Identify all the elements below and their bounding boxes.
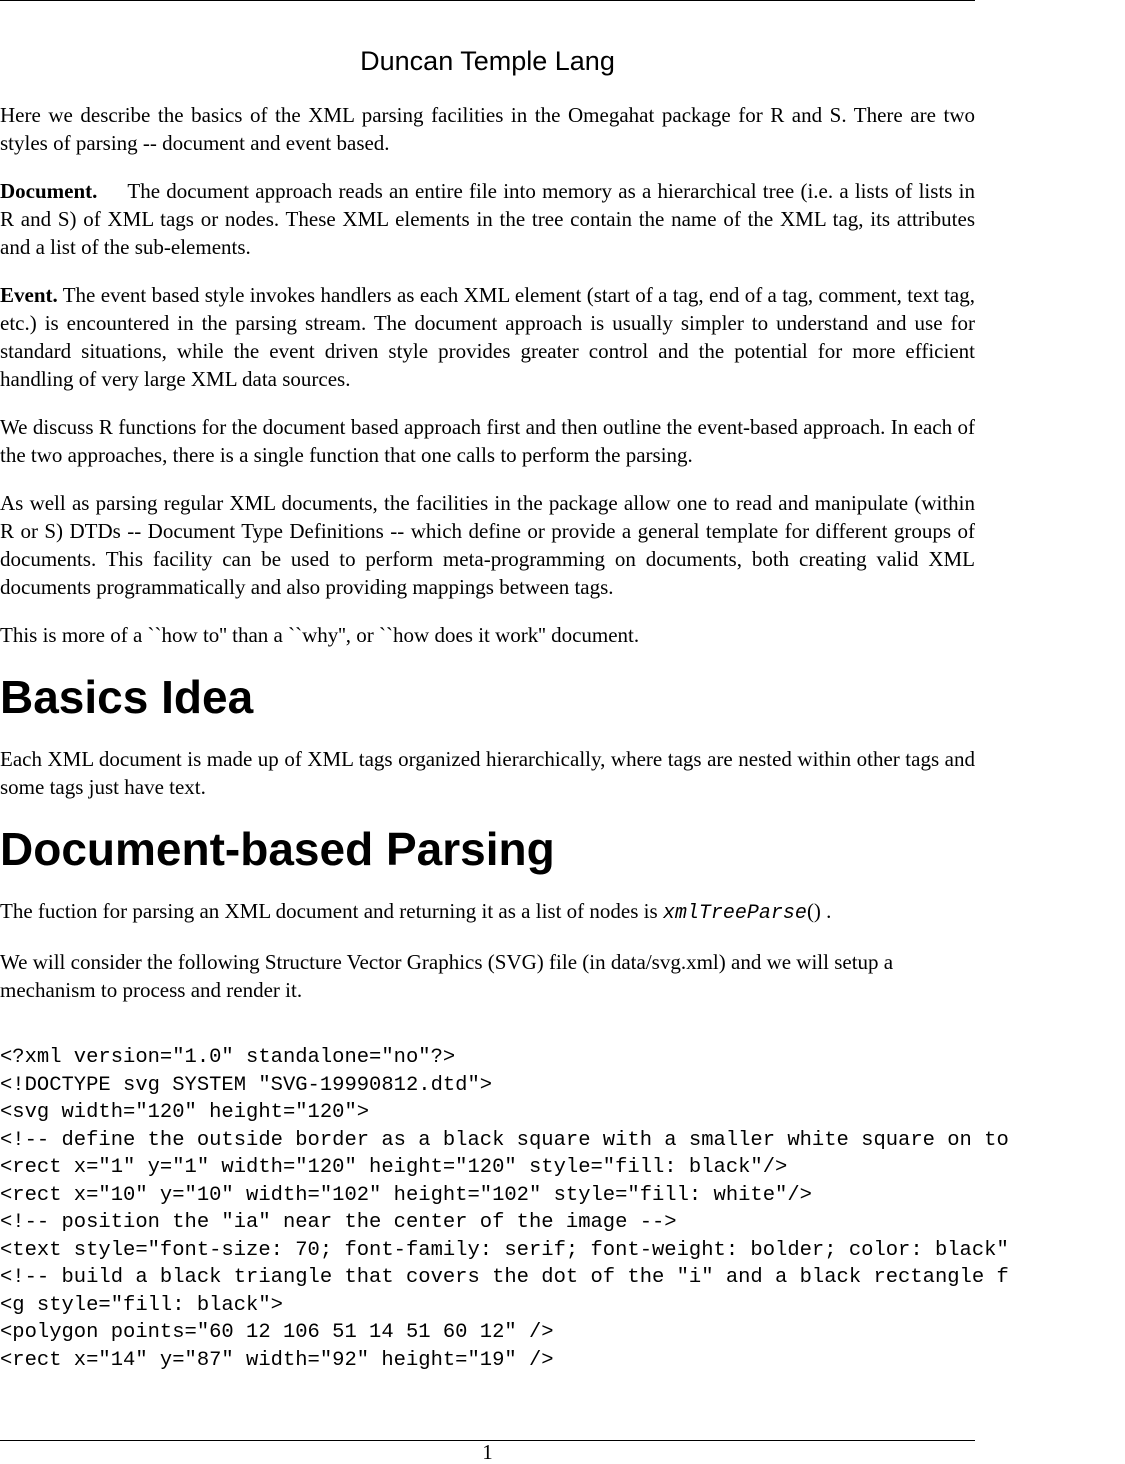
code-line: <rect x="14" y="87" width="92" height="19" />	[0, 1348, 554, 1372]
howto-paragraph: This is more of a ``how to'' than a ``why'', or ``how does it work'' document.	[0, 623, 640, 647]
basics-paragraph: Each XML document is made up of XML tags organized hierarchically, where tags are nested within other tags and some tags just have text.	[0, 747, 975, 799]
document-paragraph	[0, 177, 975, 261]
code-line: <polygon points="60 12 106 51 14 51 60 12" />	[0, 1321, 554, 1344]
section-heading-document-parsing: Document-based Parsing	[0, 823, 555, 875]
code-line: <!-- define the outside border as a black square with a smaller white square on to	[0, 1128, 1009, 1152]
code-line: <?xml version="1.0" standalone="no"?>	[0, 1046, 456, 1069]
consider-paragraph: We will consider the following Structure Vector Graphics (SVG) file (in data/svg.xml) and we will setup a mechanism to process and render it.	[0, 950, 894, 1002]
event-text: The event based style invokes handlers as each XML element (start of a tag, end of a tag, comment, text tag, etc.) is encountered in the parsing stream. The document approach is usually simpler to understand and use for standard situations, while the event driven style provides greater control and the potential for more efficient handling of very large XML data sources.	[0, 283, 975, 391]
discuss-paragraph: We discuss R functions for the document based approach first and then outline the event-based approach. In each of the two approaches, there is a single function that one calls to perform the parsing.	[0, 415, 975, 467]
document-lead: Document.	[0, 179, 98, 203]
document-body	[0, 101, 1009, 1374]
code-line: <!-- position the "ia" near the center of the image -->	[0, 1211, 677, 1234]
document-text: The document approach reads an entire file into memory as a hierarchical tree (i.e. a lists of lists in R and S) of XML tags or nodes. These XML elements in the tree contain the name of the XML tag, its attributes and a list of the sub-elements.	[0, 179, 975, 259]
code-line: <rect x="1" y="1" width="120" height="120" style="fill: black"/>	[0, 1156, 788, 1179]
fuction-text-before: The fuction for parsing an XML document and returning it as a list of nodes is	[0, 899, 663, 923]
dtd-paragraph: As well as parsing regular XML documents, the facilities in the package allow one to read and manipulate (within R or S) DTDs -- Document Type Definitions -- which define or provide a general template for different groups of documents. This facility can be used to perform meta-programming on documents, both creating valid XML documents programmatically and also providing mappings between tags.	[0, 491, 975, 599]
code-line: <g style="fill: black">	[0, 1293, 283, 1317]
fuction-paragraph	[0, 897, 975, 928]
code-line: <!DOCTYPE svg SYSTEM "SVG-19990812.dtd">	[0, 1073, 493, 1097]
event-paragraph	[0, 281, 975, 393]
author-name: Duncan Temple Lang	[360, 46, 615, 76]
page-number: 1	[482, 1440, 493, 1464]
code-line: <svg width="120" height="120">	[0, 1101, 370, 1124]
intro-paragraph: Here we describe the basics of the XML parsing facilities in the Omegahat package for R and S. There are two styles of parsing -- document and event based.	[0, 103, 975, 155]
xmltreeparse-code: xmlTreeParse	[662, 902, 807, 925]
code-line: <text style="font-size: 70; font-family: serif; font-weight: bolder; color: black"	[0, 1238, 1009, 1262]
section-heading-basics: Basics Idea	[0, 671, 254, 723]
event-lead: Event.	[0, 283, 58, 307]
fuction-text-after: () .	[806, 899, 832, 923]
code-line: <!-- build a black triangle that covers the dot of the "i" and a black rectangle f	[0, 1266, 1009, 1289]
top-rule	[0, 0, 975, 1]
code-line: <rect x="10" y="10" width="102" height="102" style="fill: white"/>	[0, 1183, 812, 1207]
svg-code-block	[0, 1044, 1125, 1374]
